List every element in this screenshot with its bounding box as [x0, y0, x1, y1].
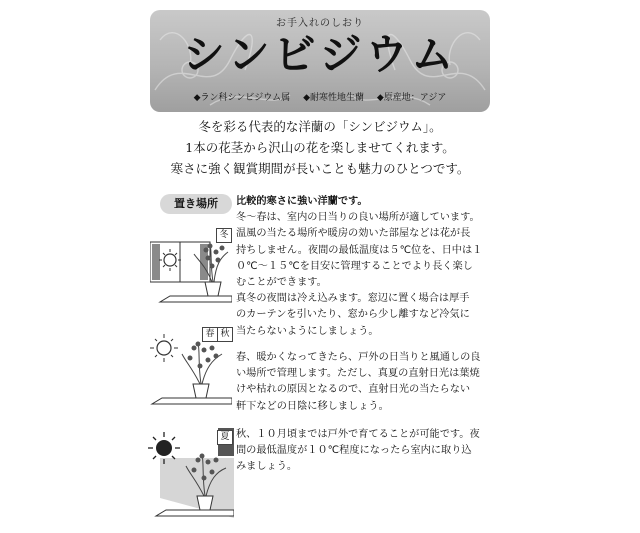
attribute-list	[150, 90, 490, 103]
text-line: むことができます。	[236, 277, 327, 289]
text-line: 軒下などの日陰に移しましょう。	[236, 400, 389, 412]
page-title: シンビジウム	[182, 30, 458, 79]
placement-autumn-text	[236, 427, 492, 476]
text-line: 秋、１０月頃までは戸外で育てることが可能です。夜	[236, 429, 480, 440]
placement-winter-text	[236, 194, 492, 340]
text-line: 持ちしません。夜間の最低温度は５℃位を、日中は１	[236, 244, 483, 256]
text-line: のカーテンを引いたり、窓から少し離すなど冷気に	[236, 309, 470, 321]
attribute-hardiness: ◆耐寒性地生蘭	[303, 93, 364, 103]
attribute-genus: ◆ラン科シンビジウム属	[193, 93, 291, 103]
attribute-origin: ◆原産地：アジア	[376, 93, 447, 103]
text-line: い場所で管理します。ただし、真夏の直射日光は葉焼	[236, 368, 480, 380]
intro-line: 寒さに強く観賞期間が長いことも魅力のひとつです。	[170, 161, 470, 176]
season-tag-winter: 冬	[216, 228, 232, 243]
intro-line: 1本の花茎から沢山の花を楽しませてくれます。	[185, 140, 455, 155]
text-line: 当たらないようにしましょう。	[236, 325, 379, 337]
text-line: 間の最低温度が１０℃程度になったら室内に取り込	[236, 445, 472, 457]
placement-spring-text	[236, 350, 492, 415]
intro-line: 冬を彩る代表的な洋蘭の「シンビジウム」。	[198, 119, 442, 134]
text-line: みましょう。	[236, 461, 298, 473]
placement-heading: 比較的寒さに強い洋蘭です。	[236, 196, 368, 207]
subtitle: お手入れのしおり	[276, 18, 364, 29]
intro-text	[150, 116, 490, 179]
text-line: 春、暖かくなってきたら、戸外の日当りと風通しの良	[236, 352, 481, 363]
placement-label: 置き場所	[160, 194, 232, 214]
season-tag-summer: 夏	[217, 430, 233, 445]
season-tag-spring: 春	[202, 327, 218, 342]
text-line: ０℃〜１５℃を目安に管理することでより長く楽し	[236, 260, 473, 272]
season-tag-autumn: 秋	[217, 327, 233, 342]
text-line: けや枯れの原因となるので、直射日光の当たらない	[236, 384, 471, 396]
header-banner	[150, 10, 490, 112]
text-line: 冬〜春は、室内の日当りの良い場所が適しています。	[236, 212, 480, 224]
text-line: 真冬の夜間は冷え込みます。窓辺に置く場合は厚手	[236, 293, 470, 305]
text-line: 温風の当たる場所や暖房の効いた部屋などは花が長	[236, 228, 471, 240]
